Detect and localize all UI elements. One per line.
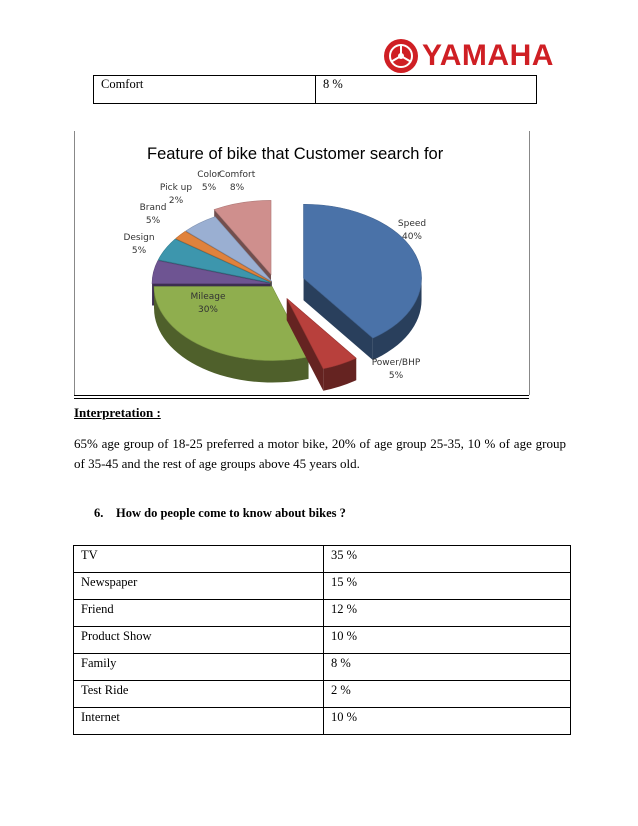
- table-row: [74, 708, 571, 735]
- source-cell: Friend: [74, 600, 324, 627]
- source-cell: Test Ride: [74, 681, 324, 708]
- percent-cell: 8 %: [316, 76, 537, 104]
- slice-label: [123, 233, 154, 256]
- chart-divider: [74, 395, 529, 396]
- question-number: 6.: [94, 506, 104, 520]
- source-cell: Product Show: [74, 627, 324, 654]
- slice-name: Power/BHP: [371, 358, 421, 368]
- brand-wordmark: YAMAHA: [422, 39, 554, 72]
- slice-value-label: 5%: [388, 371, 404, 381]
- slice-label: [197, 170, 221, 193]
- tuning-forks-emblem-icon: [384, 39, 418, 73]
- source-cell: TV: [74, 546, 324, 573]
- chart-title: Feature of bike that Customer search for: [147, 145, 444, 163]
- table-row: [74, 627, 571, 654]
- slice-value-label: 30%: [197, 305, 219, 315]
- slice-name: Color: [197, 170, 221, 180]
- slice-name: Mileage: [190, 292, 226, 302]
- percent-cell: 2 %: [324, 681, 571, 708]
- percent-cell: 10 %: [324, 708, 571, 735]
- percent-cell: 12 %: [324, 600, 571, 627]
- slice-name: Speed: [397, 219, 427, 229]
- source-cell: Family: [74, 654, 324, 681]
- slice-name: Comfort: [218, 170, 256, 180]
- table-row: [74, 573, 571, 600]
- source-cell: Internet: [74, 708, 324, 735]
- slice-label: [398, 219, 426, 242]
- slice-label: [140, 203, 167, 226]
- question-text: How do people come to know about bikes ?: [116, 506, 346, 520]
- pie-chart: [75, 131, 529, 395]
- pie-slice-mileage: [154, 287, 308, 383]
- table-row: [74, 546, 571, 573]
- interpretation-heading: Interpretation :: [74, 405, 161, 420]
- percent-cell: 10 %: [324, 627, 571, 654]
- awareness-source-table: [73, 545, 571, 735]
- slice-name: Design: [123, 233, 155, 243]
- slice-label: [372, 358, 421, 381]
- pie-chart-frame: [74, 131, 530, 395]
- percent-cell: 15 %: [324, 573, 571, 600]
- table-row: [74, 654, 571, 681]
- slice-value-label: 8%: [229, 183, 245, 193]
- slice-value-label: 5%: [201, 183, 217, 193]
- slice-name: Pick up: [159, 183, 193, 193]
- chart-divider: [74, 398, 529, 399]
- source-cell: Newspaper: [74, 573, 324, 600]
- slice-name: Brand: [139, 203, 167, 213]
- yamaha-logo: [384, 39, 554, 75]
- table-row: [94, 76, 537, 104]
- percent-cell: 8 %: [324, 654, 571, 681]
- question-heading: [94, 506, 346, 521]
- feature-cell: Comfort: [94, 76, 316, 104]
- percent-cell: 35 %: [324, 546, 571, 573]
- table-row: [74, 600, 571, 627]
- table-row: [74, 681, 571, 708]
- slice-value-label: 2%: [168, 196, 184, 206]
- slice-label: [219, 170, 256, 193]
- feature-table-continued: [93, 75, 537, 104]
- slice-value-label: 5%: [131, 246, 147, 256]
- slice-value-label: 5%: [145, 216, 161, 226]
- slice-value-label: 40%: [401, 232, 423, 242]
- interpretation-text: 65% age group of 18-25 preferred a motor bike, 20% of age group 25-35, 10 % of age group of 35-45 and the rest of age groups above 45 years old.: [74, 436, 566, 471]
